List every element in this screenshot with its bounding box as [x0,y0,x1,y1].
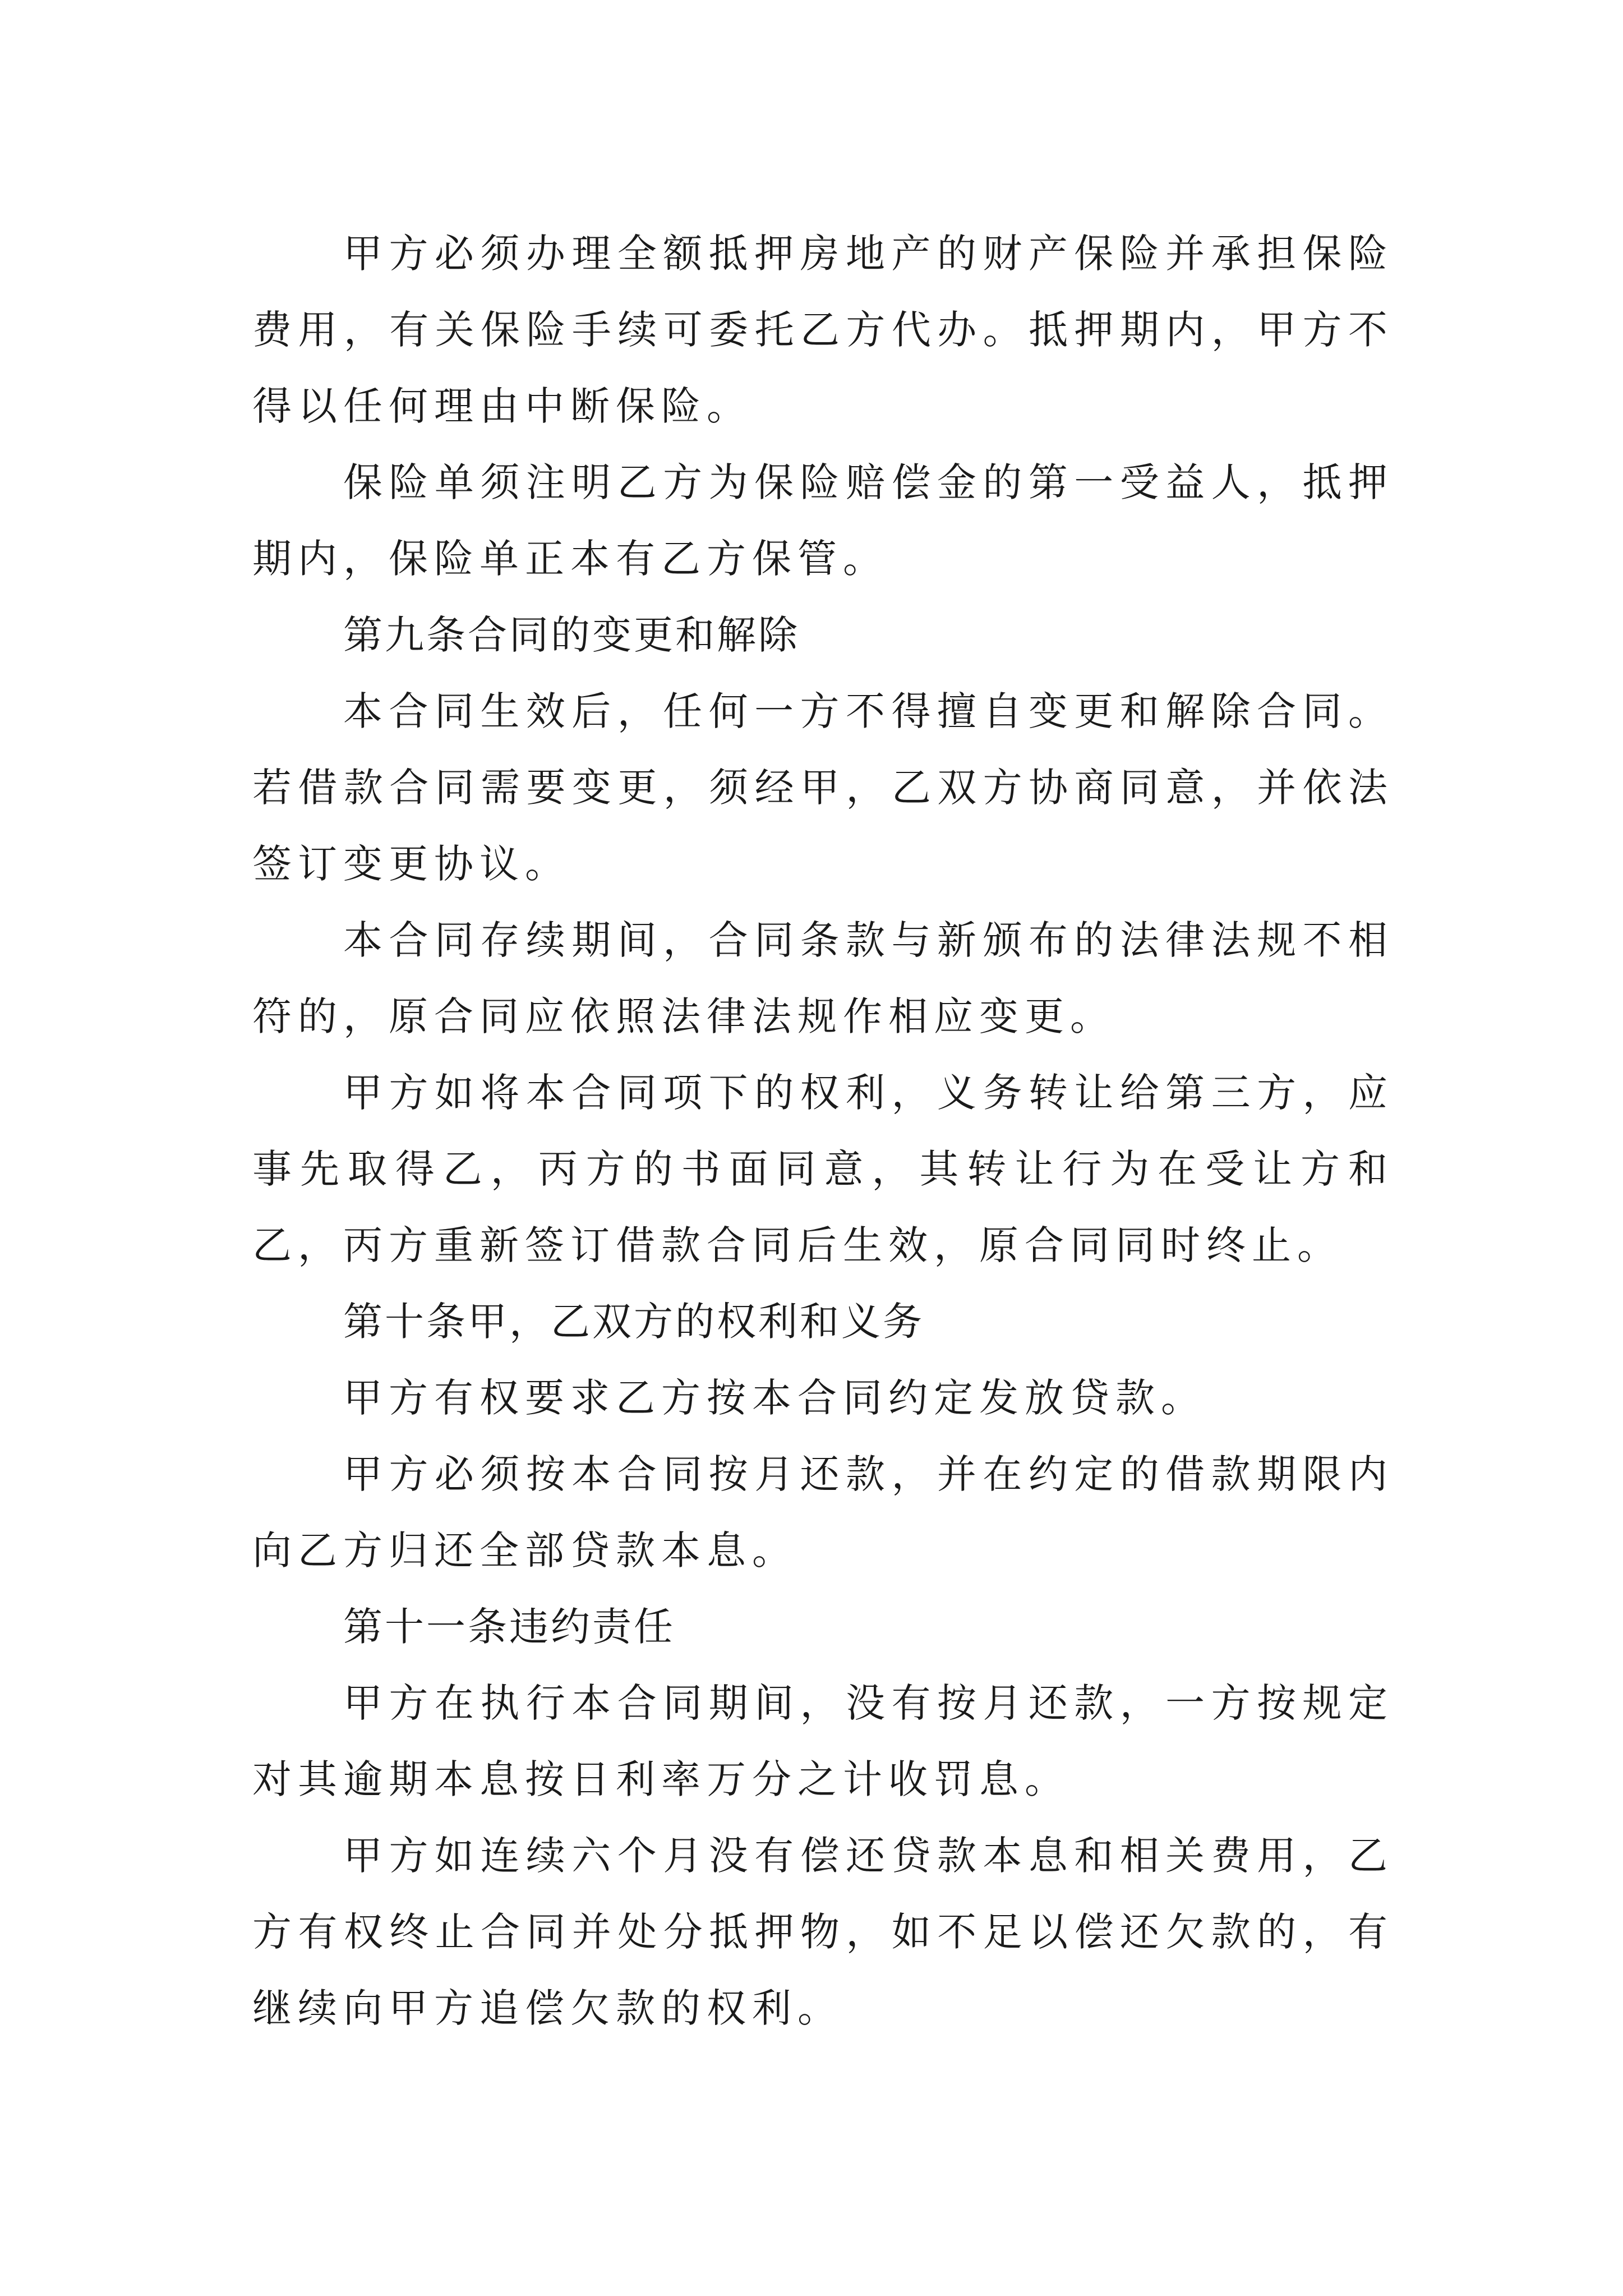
section-heading-article-10: 第十条甲，乙双方的权利和义务 [343,1299,924,1345]
paragraph-law-change: 本合同存续期间，合同条款与新颁布的法律法规不相符的，原合同应依照法律法规作相应变更。 [252,917,1394,1039]
paragraph-rights-transfer: 甲方如将本合同项下的权利，义务转让给第三方，应事先取得乙，丙方的书面同意，其转让行为在受让方和乙，丙方重新签订借款合同后生效，原合同同时终止。 [252,1070,1394,1268]
paragraph-late-penalty: 甲方在执行本合同期间，没有按月还款，一方按规定对其逾期本息按日利率万分之计收罚息。 [252,1680,1394,1802]
document-body [252,215,1394,2046]
paragraph-monthly-repayment: 甲方必须按本合同按月还款，并在约定的借款期限内向乙方归还全部贷款本息。 [252,1451,1394,1573]
paragraph-insurance-obligation: 甲方必须办理全额抵押房地产的财产保险并承担保险费用，有关保险手续可委托乙方代办。抵押期内，甲方不得以任何理由中断保险。 [252,231,1394,429]
paragraph-loan-release-right: 甲方有权要求乙方按本合同约定发放贷款。 [343,1375,1206,1421]
paragraph-insurance-beneficiary: 保险单须注明乙方为保险赔偿金的第一受益人，抵押期内，保险单正本有乙方保管。 [252,459,1394,582]
section-heading-article-11: 第十一条违约责任 [343,1604,675,1650]
section-heading-article-9: 第九条合同的变更和解除 [343,612,800,658]
paragraph-default-remedy: 甲方如连续六个月没有偿还贷款本息和相关费用，乙方有权终止合同并处分抵押物，如不足以偿还欠款的，有继续向甲方追偿欠款的权利。 [252,1833,1394,2031]
paragraph-contract-change: 本合同生效后，任何一方不得擅自变更和解除合同。若借款合同需要变更，须经甲，乙双方协商同意，并依法签订变更协议。 [252,688,1394,887]
